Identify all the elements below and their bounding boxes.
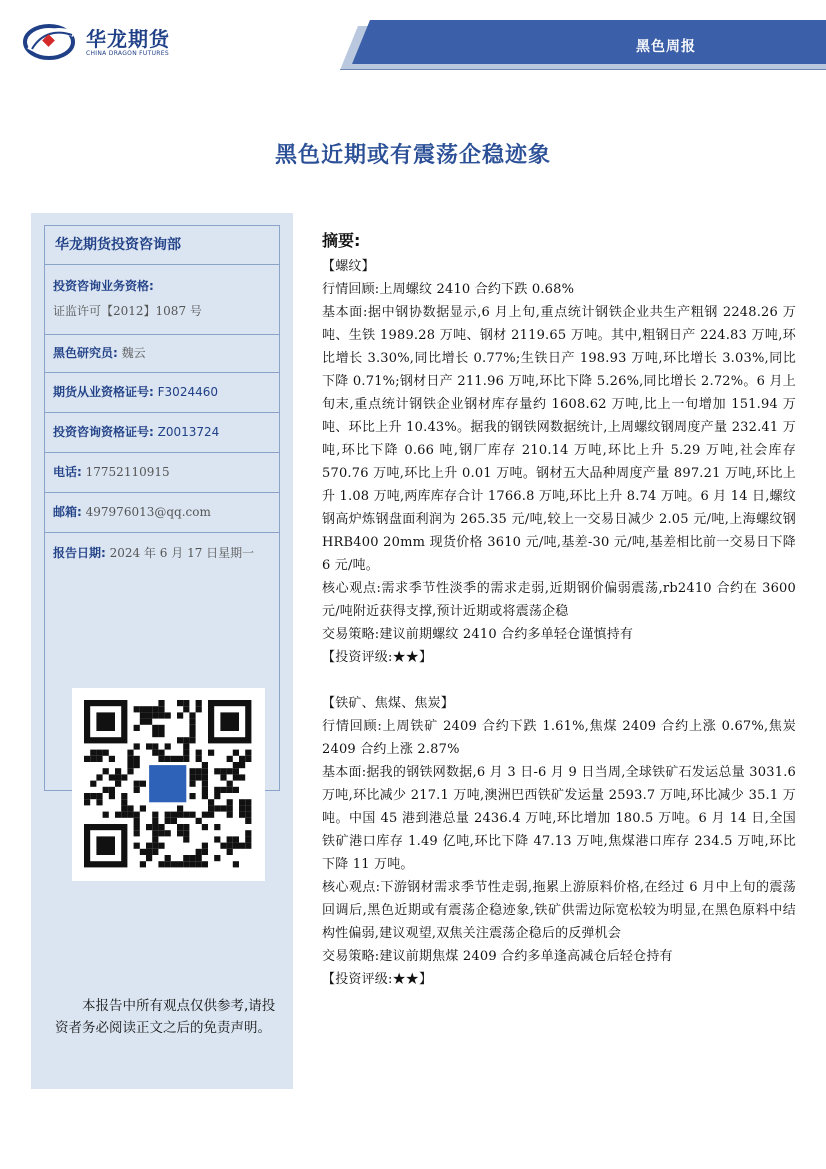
qr-code-image — [72, 688, 265, 881]
researcher-label: 黑色研究员: — [53, 346, 118, 360]
email-row — [45, 493, 279, 533]
report-date-value: 2024 年 6 月 17 日星期一 — [109, 546, 255, 560]
qualification-value: 证监许可【2012】1087 号 — [53, 304, 202, 318]
phone-row — [45, 453, 279, 493]
rebar-strategy: 交易策略:建议前期螺纹 2410 合约多单轻仓谨慎持有 — [322, 627, 634, 642]
report-date-label: 报告日期: — [53, 546, 106, 560]
sidebar — [31, 213, 293, 1089]
main-content — [322, 228, 796, 991]
rebar-rating: 【投资评级:★★】 — [322, 650, 433, 665]
email-label: 邮箱: — [53, 505, 82, 519]
header-banner — [340, 20, 826, 70]
qualification-label: 投资咨询业务资格: — [53, 279, 154, 293]
abstract-heading: 摘要: — [322, 231, 361, 250]
report-date-row — [45, 533, 279, 573]
company-logo — [22, 22, 170, 62]
qualification-row — [45, 265, 279, 335]
phone-label: 电话: — [53, 465, 82, 479]
futures-cert-value: F3024460 — [157, 385, 218, 399]
ore-coal-fundamentals: 基本面:据我的钢铁网数据,6 月 3 日-6 月 9 日当周,全球铁矿石发运总量 3031.6 万吨,环比减少 217.1 万吨,澳洲巴西铁矿发运量 2593.7 万吨,环比减少 35.1 万吨。中国 45 港到港总量 2436.4 万吨,环比增加 180.5 万吨。6 月 14 日,全国铁矿港口库存 1.49 亿吨,环比下降 47.13 万吨,焦煤港口库存 234.5 万吨,环比下降 11 万吨。 — [322, 765, 796, 872]
researcher-row — [45, 335, 279, 373]
researcher-name: 魏云 — [121, 346, 146, 360]
ore-coal-market-review: 行情回顾:上周铁矿 2409 合约下跌 1.61%,焦煤 2409 合约上涨 0.67%,焦炭 2409 合约上涨 2.87% — [322, 719, 796, 757]
qr-code — [72, 688, 265, 881]
department-name: 华龙期货投资咨询部 — [45, 226, 279, 265]
ore-coal-heading: 【铁矿、焦煤、焦炭】 — [322, 696, 455, 711]
report-type-label: 黑色周报 — [636, 39, 696, 55]
section-gap — [322, 669, 796, 692]
rebar-core-view: 核心观点:需求季节性淡季的需求走弱,近期钢价偏弱震荡,rb2410 合约在 3600 元/吨附近获得支撑,预计近期或将震荡企稳 — [322, 581, 796, 619]
consult-cert-row — [45, 413, 279, 453]
email-value[interactable]: 497976013@qq.com — [85, 505, 211, 519]
ore-coal-rating: 【投资评级:★★】 — [322, 972, 433, 987]
ore-coal-strategy: 交易策略:建议前期焦煤 2409 合约多单逢高减仓后轻仓持有 — [322, 949, 673, 964]
futures-cert-row — [45, 373, 279, 413]
logo-chinese-name: 华龙期货 — [86, 26, 170, 51]
ore-coal-core-view: 核心观点:下游钢材需求季节性走弱,拖累上游原料价格,在经过 6 月中上旬的震荡回调后,黑色近期或有震荡企稳迹象,铁矿供需边际宽松较为明显,在黑色原料中结构性偏弱,建议观望,双焦关注震荡企稳后的反弹机会 — [322, 880, 796, 941]
rebar-heading: 【螺纹】 — [322, 259, 375, 274]
consult-cert-value: Z0013724 — [157, 425, 220, 439]
logo-english-name: CHINA DRAGON FUTURES — [86, 49, 169, 57]
futures-cert-label: 期货从业资格证号: — [53, 385, 154, 399]
rebar-market-review: 行情回顾:上周螺纹 2410 合约下跌 0.68% — [322, 282, 575, 297]
rebar-fundamentals: 基本面:据中钢协数据显示,6 月上旬,重点统计钢铁企业共生产粗钢 2248.26 万吨、生铁 1989.28 万吨、钢材 2119.65 万吨。其中,粗钢日产 224.83 万吨,环比增长 3.30%,同比增长 0.77%;生铁日产 198.93 万吨,环比增长 3.03%,同比下降 0.71%;钢材日产 211.96 万吨,环比下降 5.26%,同比增长 2.72%。6 月上旬末,重点统计钢铁企业钢材库存量约 1608.62 万吨,比上一旬增加 151.94 万吨、环比上升 10.43%。据我的钢铁网数据统计,上周螺纹钢周度产量 232.41 万吨,环比下降 0.66 吨,钢厂库存 210.14 万吨,环比上升 5.29 万吨,社会库存 570.76 万吨,环比上升 0.01 万吨。钢材五大品种周度产量 897.21 万吨,环比上升 1.08 万吨,两库库存合计 1766.8 万吨,环比上升 8.74 万吨。6 月 14 日,螺纹钢高炉炼钢盘面利润为 265.35 元/吨,较上一交易日减少 2.05 元/吨,上海螺纹钢 HRB400 20mm 现货价格 3610 元/吨,基差-30 元/吨,基差相比前一交易日下降 6 元/吨。 — [322, 305, 796, 573]
phone-value: 17752110915 — [85, 465, 170, 479]
disclaimer-text: 本报告中所有观点仅供参考,请投资者务必阅读正文之后的免责声明。 — [55, 998, 276, 1036]
consult-cert-label: 投资咨询资格证号: — [53, 425, 154, 439]
dragon-logo-icon — [22, 22, 80, 62]
report-title: 黑色近期或有震荡企稳迹象 — [274, 142, 551, 168]
